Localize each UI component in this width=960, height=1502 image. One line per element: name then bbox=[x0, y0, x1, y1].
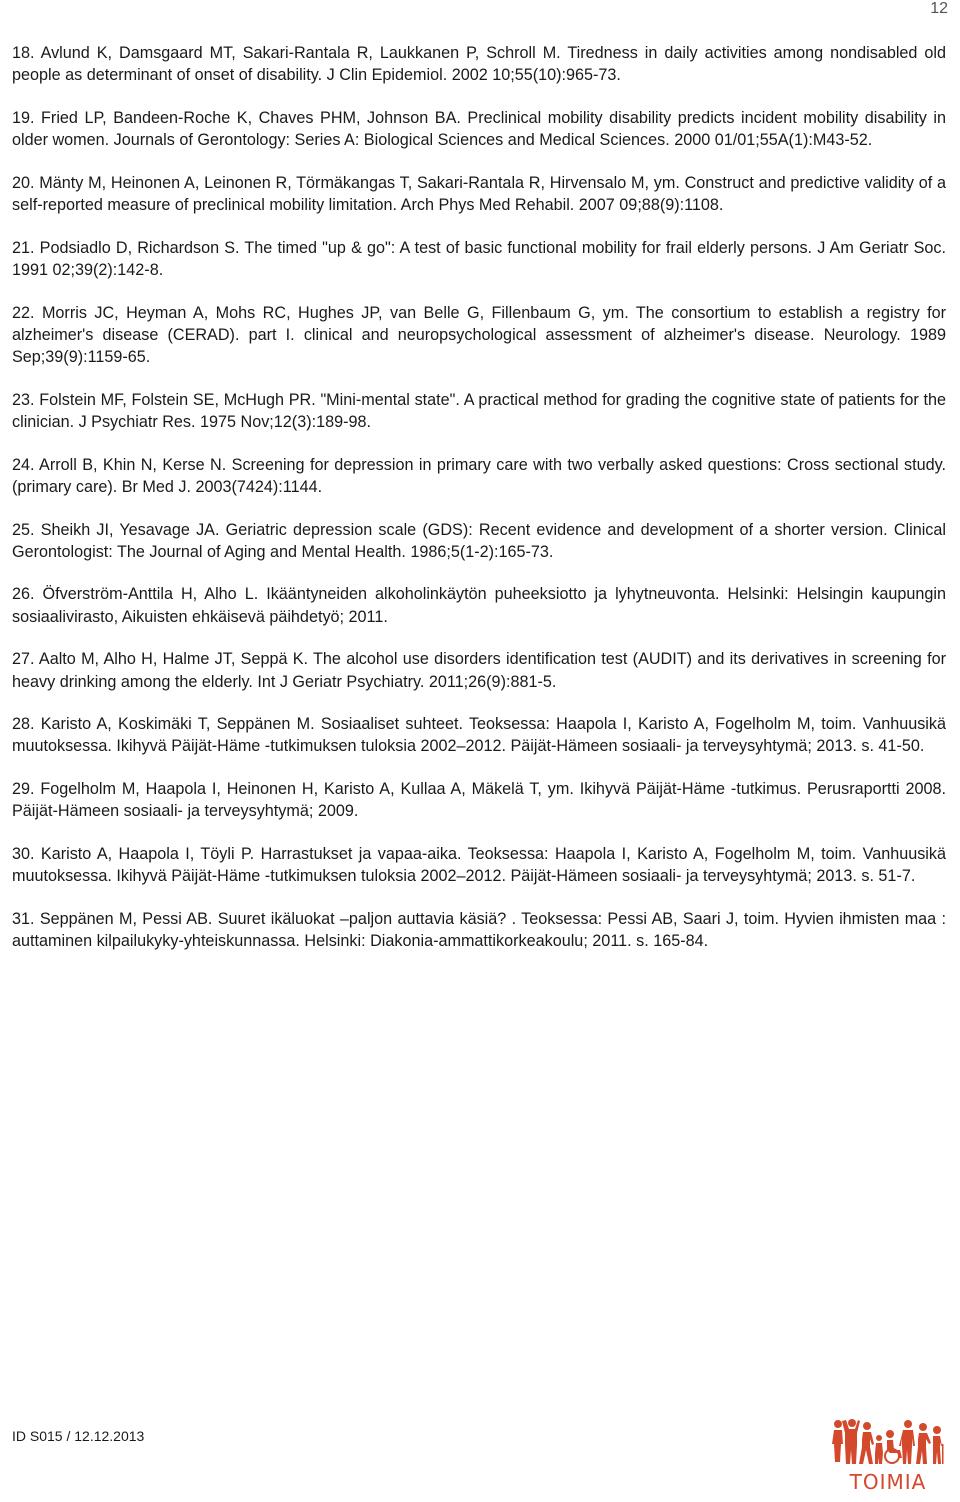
reference-item: 28. Karisto A, Koskimäki T, Seppänen M. Sosiaaliset suhteet. Teoksessa: Haapola I, Karisto A, Fogelholm M, toim. Vanhuusikä muutoksessa. Ikihyvä Päijät-Häme -tutkimuksen tuloksia 2002–2012. Päijät-Hämeen sosiaali- ja terveysyhtymä; 2013. s. 41-50. bbox=[12, 715, 946, 756]
reference-item: 18. Avlund K, Damsgaard MT, Sakari-Rantala R, Laukkanen P, Schroll M. Tiredness in daily activities among nondisabled old people as determinant of onset of disability. J Clin Epidemiol. 2002 10;55(10):965-73. bbox=[12, 44, 946, 85]
reference-item: 19. Fried LP, Bandeen-Roche K, Chaves PHM, Johnson BA. Preclinical mobility disability predicts incident mobility disability in older women. Journals of Gerontology: Series A: Biological Sciences and Medical Sciences. 2000 01/01;55A(1):M43-52. bbox=[12, 108, 946, 150]
reference-item: 31. Seppänen M, Pessi AB. Suuret ikäluokat –paljon auttavia käsiä? . Teoksessa: Pessi AB, Saari J, toim. Hyvien ihmisten maa : auttaminen kilpailukyky-yhteiskunnassa. Helsinki: Diakonia-ammattikorkeakoulu; 2011. s. 165-84. bbox=[12, 909, 946, 951]
reference-item: 23. Folstein MF, Folstein SE, McHugh PR. "Mini-mental state". A practical method for grading the cognitive state of patients for the clinician. J Psychiatr Res. 1975 Nov;12(3):189-98. bbox=[12, 390, 946, 431]
logo-wordmark: TOIMIA bbox=[849, 1470, 927, 1494]
reference-list bbox=[12, 42, 946, 973]
page-number: 12 bbox=[930, 0, 948, 17]
people-figures-icon bbox=[832, 1418, 944, 1464]
reference-item: 21. Podsiadlo D, Richardson S. The timed "up & go": A test of basic functional mobility for frail elderly persons. J Am Geriatr Soc. 1991 02;39(2):142-8. bbox=[12, 238, 946, 279]
reference-item: 22. Morris JC, Heyman A, Mohs RC, Hughes JP, van Belle G, Fillenbaum G, ym. The consortium to establish a registry for alzheimer's disease (CERAD). part I. clinical and neuropsychological assessment of alzheimer's disease. Neurology. 1989 Sep;39(9):1159-65. bbox=[12, 303, 946, 367]
reference-item: 25. Sheikh JI, Yesavage JA. Geriatric depression scale (GDS): Recent evidence and development of a shorter version. Clinical Gerontologist: The Journal of Aging and Mental Health. 1986;5(1-2):165-73. bbox=[12, 520, 946, 561]
reference-item: 30. Karisto A, Haapola I, Töyli P. Harrastukset ja vapaa-aika. Teoksessa: Haapola I, Karisto A, Fogelholm M, toim. Vanhuusikä muutoksessa. Ikihyvä Päijät-Häme -tutkimuksen tuloksia 2002–2012. Päijät-Hämeen sosiaali- ja terveysyhtymä; 2013. s. 51-7. bbox=[12, 845, 946, 886]
reference-item: 20. Mänty M, Heinonen A, Leinonen R, Törmäkangas T, Sakari-Rantala R, Hirvensalo M, ym. Construct and predictive validity of a self-reported measure of preclinical mobility limitation. Arch Phys Med Rehabil. 2007 09;88(9):1108. bbox=[12, 173, 946, 215]
document-id: ID S015 / 12.12.2013 bbox=[12, 1428, 145, 1444]
toimia-logo bbox=[832, 1418, 944, 1496]
reference-item: 27. Aalto M, Alho H, Halme JT, Seppä K. The alcohol use disorders identification test (AUDIT) and its derivatives in screening for heavy drinking among the elderly. Int J Geriatr Psychiatry. 2011;26(9):881-5. bbox=[12, 650, 946, 691]
reference-item: 26. Öfverström-Anttila H, Alho L. Ikääntyneiden alkoholinkäytön puheeksiotto ja lyhytneuvonta. Helsinki: Helsingin kaupungin sosiaalivirasto, Aikuisten ehkäisevä päihdetyö; 2011. bbox=[12, 585, 946, 626]
reference-item: 24. Arroll B, Khin N, Kerse N. Screening for depression in primary care with two verbally asked questions: Cross sectional study.(primary care). Br Med J. 2003(7424):1144. bbox=[12, 455, 946, 496]
reference-item: 29. Fogelholm M, Haapola I, Heinonen H, Karisto A, Kullaa A, Mäkelä T, ym. Ikihyvä Päijät-Häme -tutkimus. Perusraportti 2008. Päijät-Hämeen sosiaali- ja terveysyhtymä; 2009. bbox=[12, 780, 946, 821]
